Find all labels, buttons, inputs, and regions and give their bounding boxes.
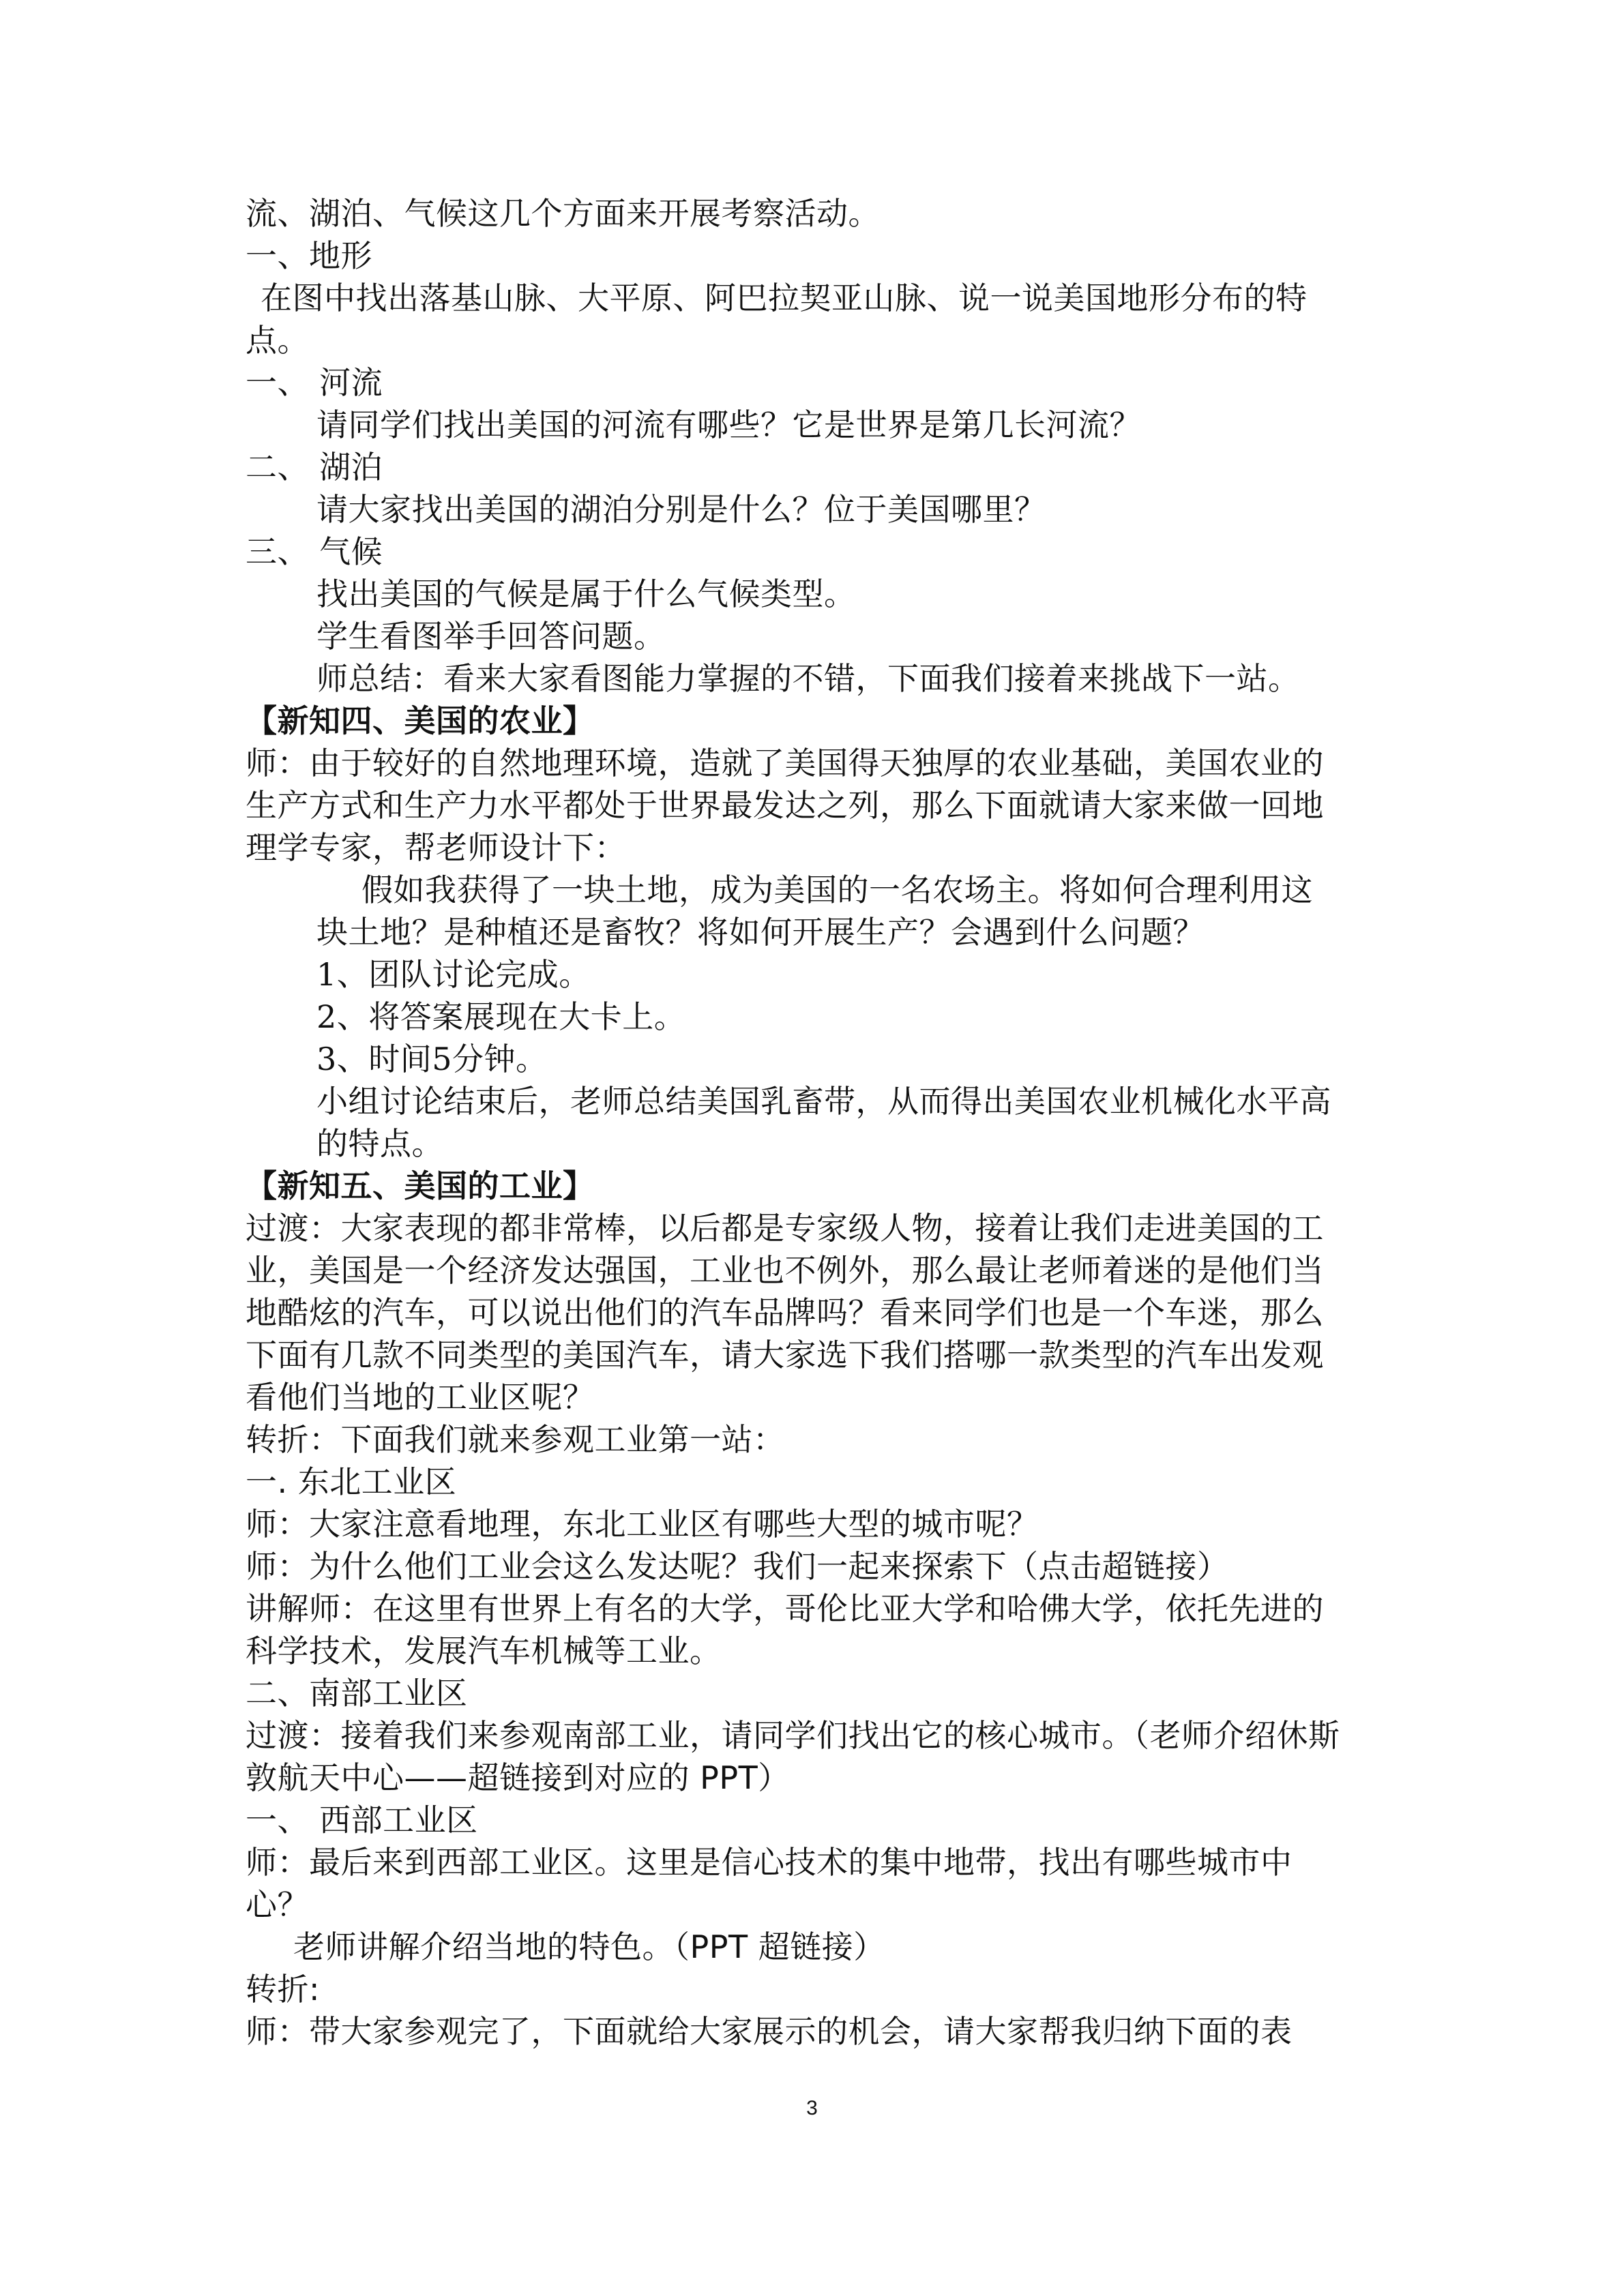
text-line: 敦航天中心——超链接到对应的 PPT） xyxy=(246,1759,790,1796)
heading-rivers: 一、 河流 xyxy=(246,364,383,401)
text-line: 转折：下面我们就来参观工业第一站： xyxy=(246,1421,785,1458)
text-line: 过渡：大家表现的都非常棒，以后都是专家级人物，接着让我们走进美国的工 xyxy=(246,1210,1324,1247)
text-line: 下面有几款不同类型的美国汽车，请大家选下我们搭哪一款类型的汽车出发观 xyxy=(246,1337,1324,1373)
text-line: 的特点。 xyxy=(316,1125,443,1162)
heading-south-industrial: 二、南部工业区 xyxy=(246,1675,468,1712)
text-line: 在图中找出落基山脉、大平原、阿巴拉契亚山脉、说一说美国地形分布的特 xyxy=(261,280,1308,316)
text-line: 讲解师：在这里有世界上有名的大学，哥伦比亚大学和哈佛大学，依托先进的 xyxy=(246,1590,1324,1627)
text-line: 心？ xyxy=(246,1886,309,1923)
heading-west-industrial: 一、 西部工业区 xyxy=(246,1802,478,1838)
text-line: 过渡：接着我们来参观南部工业，请同学们找出它的核心城市。（老师介绍休斯 xyxy=(246,1717,1340,1754)
section-heading-agriculture: 【新知四、美国的农业】 xyxy=(246,702,595,739)
heading-climate: 三、 气候 xyxy=(246,533,383,570)
list-item: 1、团队讨论完成。 xyxy=(316,956,591,993)
text-line: 学生看图举手回答问题。 xyxy=(316,618,666,655)
list-item: 2、将答案展现在大卡上。 xyxy=(316,998,686,1035)
text-line: 请大家找出美国的湖泊分别是什么？位于美国哪里？ xyxy=(316,491,1046,528)
document-body xyxy=(246,192,1364,2053)
heading-terrain: 一、地形 xyxy=(246,237,372,274)
list-item: 3、时间5分钟。 xyxy=(316,1041,548,1077)
text-line: 师：由于较好的自然地理环境，造就了美国得天独厚的农业基础，美国农业的 xyxy=(246,745,1324,781)
text-line: 转折: xyxy=(246,1971,320,2008)
text-line: 师：最后来到西部工业区。这里是信心技术的集中地带，找出有哪些城市中 xyxy=(246,1844,1293,1881)
text-line: 看他们当地的工业区呢？ xyxy=(246,1379,595,1416)
text-line: 流、湖泊、气候这几个方面来开展考察活动。 xyxy=(246,195,880,232)
text-line: 师：为什么他们工业会这么发达呢？我们一起来探索下（点击超链接） xyxy=(246,1548,1229,1585)
text-line: 点。 xyxy=(246,322,309,359)
heading-lakes: 二、 湖泊 xyxy=(246,449,383,486)
section-heading-industry: 【新知五、美国的工业】 xyxy=(246,1167,595,1204)
text-line: 师：大家注意看地理，东北工业区有哪些大型的城市呢？ xyxy=(246,1506,1039,1542)
text-line: 师：带大家参观完了，下面就给大家展示的机会，请大家帮我归纳下面的表 xyxy=(246,2013,1293,2050)
text-line: 地酷炫的汽车，可以说出他们的汽车品牌吗？看来同学们也是一个车迷，那么 xyxy=(246,1294,1324,1331)
text-line: 块土地？是种植还是畜牧？将如何开展生产？会遇到什么问题？ xyxy=(316,914,1205,951)
text-line: 老师讲解介绍当地的特色。（PPT 超链接） xyxy=(293,1928,885,1965)
page-number: 3 xyxy=(806,2097,818,2119)
text-line: 理学专家，帮老师设计下： xyxy=(246,829,626,866)
heading-northeast-industrial: 一. 东北工业区 xyxy=(246,1463,457,1500)
text-line: 业，美国是一个经济发达强国，工业也不例外，那么最让老师着迷的是他们当 xyxy=(246,1252,1324,1289)
text-line: 找出美国的气候是属于什么气候类型。 xyxy=(316,576,856,612)
text-line: 生产方式和生产力水平都处于世界最发达之列，那么下面就请大家来做一回地 xyxy=(246,787,1324,824)
text-line: 请同学们找出美国的河流有哪些？它是世界是第几长河流？ xyxy=(316,406,1141,443)
text-line: 科学技术，发展汽车机械等工业。 xyxy=(246,1632,722,1669)
text-line: 假如我获得了一块土地，成为美国的一名农场主。将如何合理利用这 xyxy=(361,871,1313,908)
text-line: 师总结：看来大家看图能力掌握的不错，下面我们接着来挑战下一站。 xyxy=(316,660,1300,697)
text-line: 小组讨论结束后，老师总结美国乳畜带，从而得出美国农业机械化水平高 xyxy=(316,1083,1331,1120)
